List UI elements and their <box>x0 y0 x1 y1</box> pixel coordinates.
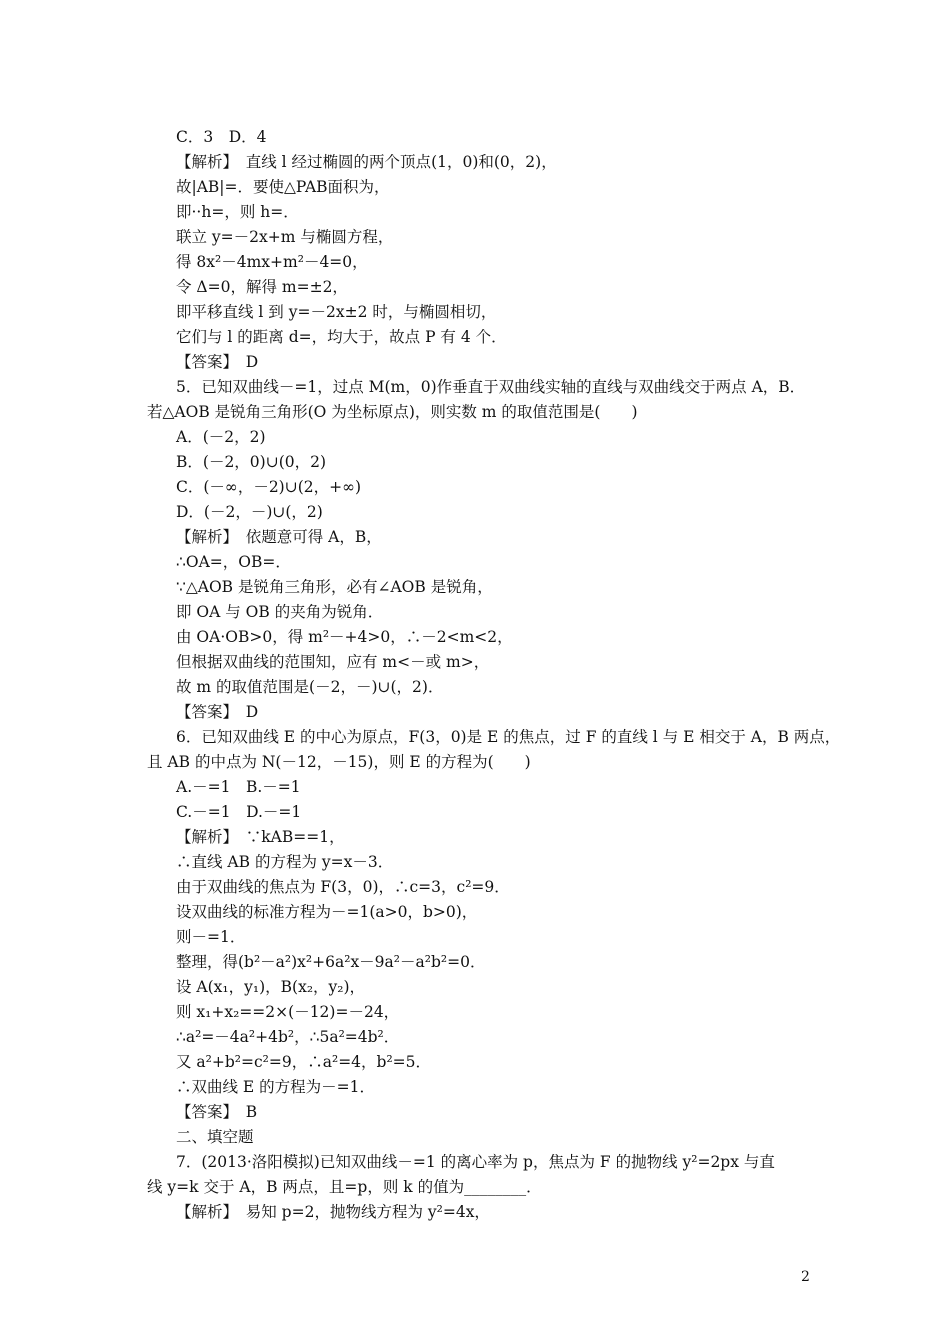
text-line: 它们与 l 的距离 d=，均大于，故点 P 有 4 个． <box>176 328 507 346</box>
text-line: A.－=1 B.－=1 <box>176 778 301 796</box>
text-line: 7．(2013·洛阳模拟)已知双曲线－=1 的离心率为 p，焦点为 F 的抛物线 y²=2px 与直 <box>176 1153 775 1171</box>
text-line: 【答案】 D <box>176 353 259 371</box>
text-line: C．(－∞，－2)∪(2，+∞) <box>176 478 362 496</box>
text-line: 即··h=，则 h=． <box>176 203 299 221</box>
text-line: 【解析】 直线 l 经过椭圆的两个顶点(1，0)和(0，2)， <box>176 153 557 171</box>
text-line: 5．已知双曲线－=1，过点 M(m，0)作垂直于双曲线实轴的直线与双曲线交于两点 A，B． <box>176 378 806 396</box>
text-line: 令 Δ=0，解得 m=±2， <box>176 278 348 296</box>
text-line: 整理，得(b²－a²)x²+6a²x－9a²－a²b²=0． <box>176 953 486 971</box>
page-number: 2 <box>801 1269 810 1285</box>
text-line: 由 OA·OB>0，得 m²－+4>0，∴－2<m<2， <box>176 628 513 646</box>
text-line: 二、填空题 <box>176 1128 254 1146</box>
text-line: 即 OA 与 OB 的夹角为锐角． <box>176 603 384 621</box>
text-line: 【解析】 ∵kAB==1， <box>176 828 345 846</box>
text-line: 【答案】 B <box>176 1103 258 1121</box>
text-line: 故 m 的取值范围是(－2，－)∪(，2)． <box>176 678 444 696</box>
text-line: 故|AB|=．要使△PAB面积为， <box>176 178 390 196</box>
text-line: 【解析】 易知 p=2，抛物线方程为 y²=4x， <box>176 1203 490 1221</box>
text-line: 则 x₁+x₂==2×(－12)=－24， <box>176 1003 400 1021</box>
text-line: C．3 D．4 <box>176 128 267 146</box>
text-line: ∴直线 AB 的方程为 y=x－3． <box>176 853 394 871</box>
text-line: C.－=1 D.－=1 <box>176 803 302 821</box>
text-line: 但根据双曲线的范围知，应有 m<－或 m>， <box>176 653 490 671</box>
text-line: 由于双曲线的焦点为 F(3，0)，∴c=3，c²=9． <box>176 878 510 896</box>
text-line: ∴双曲线 E 的方程为－=1． <box>176 1078 376 1096</box>
text-line: 则－=1． <box>176 928 246 946</box>
text-line: 【答案】 D <box>176 703 259 721</box>
text-line: 设双曲线的标准方程为－=1(a>0，b>0)， <box>176 903 478 921</box>
text-line: B．(－2，0)∪(0，2) <box>176 453 327 471</box>
text-line: 【解析】 依题意可得 A，B， <box>176 528 382 546</box>
text-line: 且 AB 的中点为 N(－12，－15)，则 E 的方程为( ) <box>147 753 531 771</box>
text-line: 若△AOB 是锐角三角形(O 为坐标原点)，则实数 m 的取值范围是( ) <box>147 403 638 421</box>
text-line: 6．已知双曲线 E 的中心为原点，F(3，0)是 E 的焦点，过 F 的直线 l 与 E 相交于 A，B 两点， <box>176 728 841 746</box>
text-line: 即平移直线 l 到 y=－2x±2 时，与椭圆相切， <box>176 303 497 321</box>
text-line: 联立 y=－2x+m 与椭圆方程， <box>176 228 394 246</box>
text-line: D．(－2，－)∪(，2) <box>176 503 323 521</box>
text-line: ∵△AOB 是锐角三角形，必有∠AOB 是锐角， <box>176 578 493 596</box>
text-line: 线 y=k 交于 A，B 两点，且=p，则 k 的值为________． <box>147 1178 542 1196</box>
text-line: ∴OA=，OB=． <box>176 553 291 571</box>
text-line: A．(－2，2) <box>176 428 266 446</box>
text-line: ∴a²=－4a²+4b²，∴5a²=4b²． <box>176 1028 400 1046</box>
text-line: 又 a²+b²=c²=9，∴a²=4，b²=5． <box>176 1053 432 1071</box>
text-line: 得 8x²－4mx+m²－4=0， <box>176 253 368 271</box>
text-line: 设 A(x₁，y₁)，B(x₂，y₂)， <box>176 978 366 996</box>
